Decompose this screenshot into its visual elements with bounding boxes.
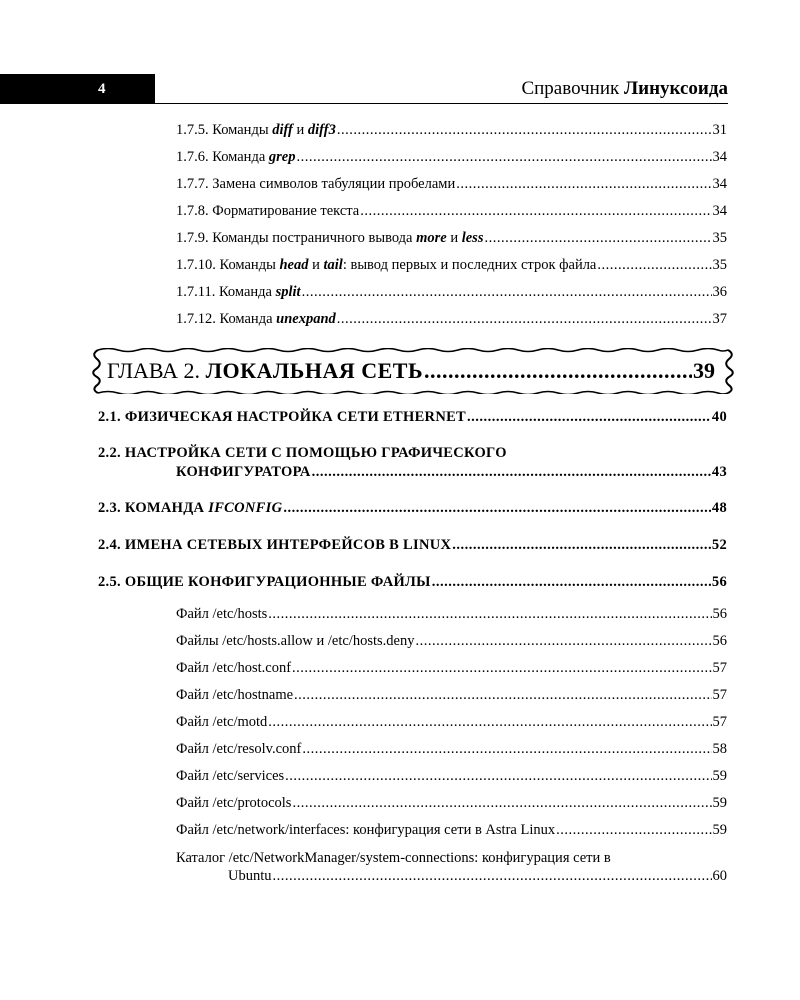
- entry-text: Форматирование текста: [212, 203, 360, 219]
- file-title: Файл /etc/motd: [176, 714, 268, 730]
- toc-file-resolv-conf[interactable]: [176, 741, 727, 758]
- toc-file-network-interfaces[interactable]: [176, 822, 727, 839]
- file-title: Файл /etc/hostname: [176, 687, 294, 703]
- entry-page: 36: [712, 284, 727, 300]
- dot-leader: [302, 741, 711, 758]
- file-page: 59: [712, 822, 727, 838]
- toc-file-hostname[interactable]: [176, 687, 727, 704]
- section-title: НАСТРОЙКА СЕТИ С ПОМОЩЬЮ ГРАФИЧЕСКОГО: [124, 445, 507, 461]
- section-number: 2.1.: [98, 409, 121, 425]
- toc-file-motd[interactable]: [176, 714, 727, 731]
- chapter-prefix: ГЛАВА 2.: [107, 358, 201, 383]
- dot-leader: [556, 822, 711, 839]
- toc-section-2-2[interactable]: [176, 464, 727, 481]
- entry-page: 34: [712, 176, 727, 192]
- file-title: Файл /etc/protocols: [176, 795, 292, 811]
- entry-command: tail: [323, 257, 343, 273]
- file-page: 57: [712, 660, 727, 676]
- file-page: 58: [712, 741, 727, 757]
- dot-leader: [337, 122, 712, 139]
- entry-command: head: [279, 257, 309, 273]
- running-head-bold: Линуксоида: [623, 78, 728, 99]
- file-page: 60: [712, 868, 727, 884]
- file-page: 59: [712, 795, 727, 811]
- dot-leader: [296, 149, 711, 166]
- chapter-title: ЛОКАЛЬНАЯ СЕТЬ: [205, 358, 424, 383]
- entry-text: : вывод первых и последних строк файла: [342, 257, 597, 273]
- entry-page: 31: [712, 122, 727, 138]
- dot-leader: [268, 606, 711, 623]
- entry-text: Команды: [212, 122, 269, 138]
- entry-number: 1.7.10.: [176, 257, 216, 273]
- toc-file-hosts[interactable]: [176, 606, 727, 623]
- dot-leader: [302, 284, 712, 301]
- entry-command: diff: [272, 122, 293, 138]
- entry-text: Команды: [219, 257, 276, 273]
- header-rule: [155, 103, 728, 104]
- toc-file-services[interactable]: [176, 768, 727, 785]
- entry-text: Команда: [212, 149, 266, 165]
- toc-file-host-conf[interactable]: [176, 660, 727, 677]
- entry-number: 1.7.8.: [176, 203, 209, 219]
- entry-text: Команды постраничного вывода: [212, 230, 413, 246]
- toc-section-2-3[interactable]: [98, 500, 727, 517]
- toc-file-protocols[interactable]: [176, 795, 727, 812]
- file-page: 57: [712, 687, 727, 703]
- entry-text: Команда: [219, 311, 273, 327]
- entry-command: more: [416, 230, 447, 246]
- toc-entry-1-7-10[interactable]: [176, 257, 727, 274]
- dot-leader: [484, 230, 711, 247]
- section-command: IFCONFIG: [208, 500, 283, 516]
- running-head-prefix: Справочник: [521, 78, 620, 99]
- dot-leader: [452, 537, 711, 554]
- section-number: 2.3.: [98, 500, 121, 516]
- entry-command: less: [461, 230, 484, 246]
- entry-command: diff3: [307, 122, 336, 138]
- entry-page: 34: [712, 203, 727, 219]
- file-title: Файл /etc/network/interfaces: конфигурация сети в Astra Linux: [176, 822, 556, 838]
- section-title: ФИЗИЧЕСКАЯ НАСТРОЙКА СЕТИ ETHERNET: [124, 409, 467, 425]
- dot-leader: [467, 409, 711, 426]
- entry-text: Команда: [218, 284, 272, 300]
- chapter-line: [107, 348, 715, 394]
- dot-leader: [285, 768, 711, 785]
- section-number: 2.4.: [98, 537, 121, 553]
- toc-section-2-2-line1[interactable]: [98, 445, 507, 462]
- section-page: 43: [711, 464, 727, 480]
- file-page: 57: [712, 714, 727, 730]
- toc-entry-1-7-8[interactable]: [176, 203, 727, 220]
- chapter-heading[interactable]: [88, 348, 738, 394]
- entry-page: 34: [712, 149, 727, 165]
- file-page: 56: [712, 606, 727, 622]
- entry-text: и: [450, 230, 459, 246]
- entry-number: 1.7.7.: [176, 176, 209, 192]
- dot-leader: [273, 868, 712, 885]
- file-title: Файл /etc/host.conf: [176, 660, 292, 676]
- file-page: 56: [712, 633, 727, 649]
- entry-command: grep: [268, 149, 296, 165]
- dot-leader: [283, 500, 711, 517]
- toc-file-networkmanager-line1[interactable]: Каталог /etc/NetworkManager/system-connections: конфигурация сети в: [176, 850, 611, 866]
- section-number: 2.5.: [98, 574, 121, 590]
- section-page: 52: [711, 537, 727, 553]
- file-title: Файл /etc/services: [176, 768, 285, 784]
- file-title: Файлы /etc/hosts.allow и /etc/hosts.deny: [176, 633, 415, 649]
- file-title: Файл /etc/hosts: [176, 606, 268, 622]
- running-head: [521, 74, 728, 104]
- file-title-cont: Ubuntu: [228, 868, 272, 884]
- section-title-cont: КОНФИГУРАТОРА: [176, 464, 311, 480]
- entry-text: и: [296, 122, 305, 138]
- dot-leader: [337, 311, 712, 328]
- file-page: 59: [712, 768, 727, 784]
- page-number: 4: [0, 74, 155, 104]
- toc-section-2-4[interactable]: [98, 537, 727, 554]
- dot-leader: [432, 574, 711, 591]
- section-page: 48: [711, 500, 727, 516]
- entry-text: и: [312, 257, 320, 273]
- dot-leader: [597, 257, 711, 274]
- section-title: КОМАНДА: [124, 500, 205, 516]
- entry-number: 1.7.5.: [176, 122, 209, 138]
- file-title: Файл /etc/resolv.conf: [176, 741, 302, 757]
- section-page: 40: [711, 409, 727, 425]
- entry-command: split: [275, 284, 301, 300]
- dot-leader: [294, 687, 711, 704]
- entry-number: 1.7.6.: [176, 149, 209, 165]
- dot-leader: [292, 660, 711, 677]
- toc-file-hosts-allow-deny[interactable]: [176, 633, 727, 650]
- toc-file-networkmanager[interactable]: [228, 868, 727, 885]
- dot-leader: [415, 633, 711, 650]
- toc-section-2-5[interactable]: [98, 574, 727, 591]
- toc-entry-1-7-12[interactable]: [176, 311, 727, 328]
- dot-leader: [292, 795, 711, 812]
- toc-entry-1-7-5[interactable]: [176, 122, 727, 139]
- entry-number: 1.7.11.: [176, 284, 216, 300]
- page-header: [0, 74, 800, 104]
- entry-number: 1.7.9.: [176, 230, 209, 246]
- dot-leader: [360, 203, 711, 220]
- toc-entry-1-7-7[interactable]: [176, 176, 727, 193]
- entry-page: 35: [712, 257, 727, 273]
- entry-command: unexpand: [276, 311, 336, 327]
- dot-leader: [312, 464, 711, 481]
- entry-text: Замена символов табуляции пробелами: [212, 176, 456, 192]
- entry-page: 35: [712, 230, 727, 246]
- entry-page: 37: [712, 311, 727, 327]
- toc-entry-1-7-9[interactable]: [176, 230, 727, 247]
- section-title: ИМЕНА СЕТЕВЫХ ИНТЕРФЕЙСОВ В LINUX: [124, 537, 452, 553]
- toc-section-2-1[interactable]: [98, 409, 727, 426]
- dot-leader: [456, 176, 711, 193]
- chapter-page: 39: [693, 358, 715, 383]
- dot-leader: [424, 348, 692, 394]
- section-page: 56: [711, 574, 727, 590]
- dot-leader: [268, 714, 711, 731]
- section-number: 2.2.: [98, 445, 121, 461]
- toc-entry-1-7-11[interactable]: [176, 284, 727, 301]
- section-title: ОБЩИЕ КОНФИГУРАЦИОННЫЕ ФАЙЛЫ: [124, 574, 431, 590]
- toc-entry-1-7-6[interactable]: [176, 149, 727, 166]
- entry-number: 1.7.12.: [176, 311, 216, 327]
